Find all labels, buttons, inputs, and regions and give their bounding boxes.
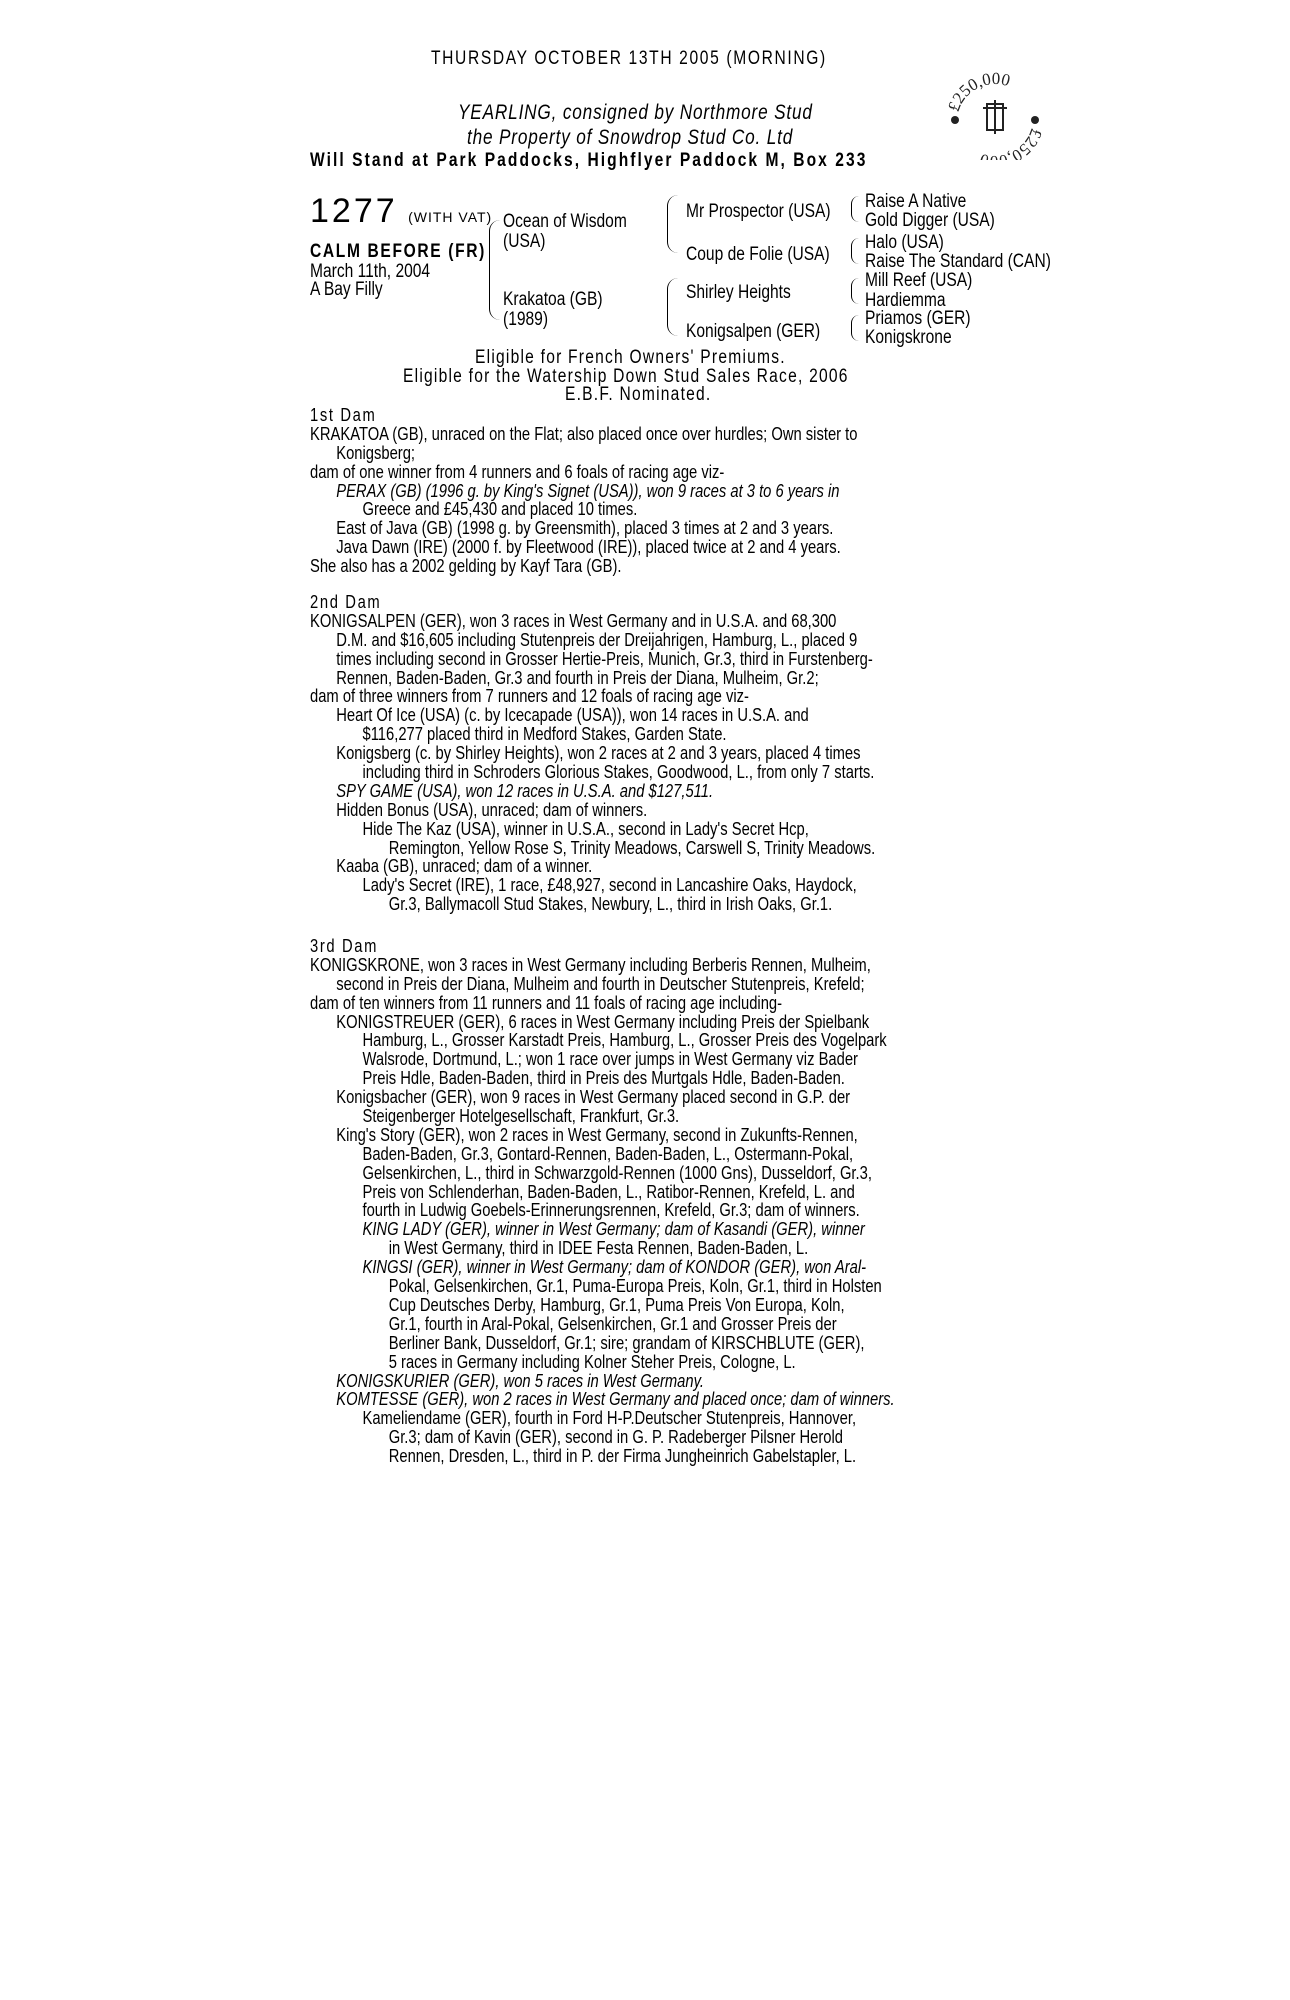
pedigree-dsd: Hardiemma: [865, 290, 946, 311]
first-dam-body: [310, 425, 941, 576]
third-dam-line: Gr.1, fourth in Aral-Pokal, Gelsenkirchen, Gr.1 and Grosser Preis der: [388, 1313, 837, 1334]
ebf-note: E.B.F. Nominated.: [565, 384, 712, 405]
second-dam-line: SPY GAME (USA), won 12 races in U.S.A. and $127,511.: [336, 780, 714, 801]
pedigree-brace-main: [489, 220, 500, 320]
third-dam-line: Cup Deutsches Derby, Hamburg, Gr.1, Puma Preis Von Europa, Koln,: [388, 1294, 845, 1315]
third-dam-line: Gelsenkirchen, L., third in Schwarzgold-Rennen (1000 Gns), Dusseldorf, Gr.3,: [362, 1162, 872, 1183]
first-dam-heading: 1st Dam: [310, 405, 377, 425]
horse-name: CALM BEFORE (FR): [310, 241, 486, 262]
pedigree-dam: [503, 290, 603, 330]
horse-description: A Bay Filly: [310, 279, 383, 300]
third-dam-line: Pokal, Gelsenkirchen, Gr.1, Puma-Europa Preis, Koln, Gr.1, third in Holsten: [388, 1276, 882, 1297]
third-dam-line: KONIGSTREUER (GER), 6 races in West Germany including Preis der Spielbank: [336, 1011, 870, 1032]
third-dam-line: KONIGSKRONE, won 3 races in West Germany including Berberis Rennen, Mulheim,: [310, 954, 871, 975]
third-dam-section: [310, 937, 1080, 1466]
third-dam-line: KONIGSKURIER (GER), won 5 races in West Germany.: [336, 1370, 704, 1391]
pedigree-dam-year: (1989): [503, 309, 549, 330]
second-dam-line: including third in Schroders Glorious Stakes, Goodwood, L., from only 7 starts.: [362, 762, 875, 783]
third-dam-line: Kameliendame (GER), fourth in Ford H-P.Deutscher Stutenpreis, Hannover,: [362, 1408, 857, 1429]
second-dam-line: Kaaba (GB), unraced; dam of a winner.: [336, 856, 593, 877]
lot-number-value: 1277: [310, 192, 398, 230]
second-dam-line: times including second in Grosser Hertie-Preis, Munich, Gr.3, third in Furstenberg-: [336, 648, 873, 669]
pedigree-brace-dd: [851, 315, 859, 341]
pedigree-sire: [503, 212, 627, 252]
pedigree-sds: Halo (USA): [865, 232, 944, 253]
vat-label: (WITH VAT): [408, 209, 493, 225]
pedigree-brace-sire: [667, 195, 678, 253]
pedigree-brace-dam: [667, 278, 678, 336]
pedigree-ssd: Gold Digger (USA): [865, 210, 995, 231]
third-dam-line: 5 races in Germany including Kolner Steher Preis, Cologne, L.: [388, 1351, 796, 1372]
pedigree-brace-ds: [851, 278, 859, 304]
third-dam-line: Rennen, Dresden, L., third in P. der Firma Jungheinrich Gabelstapler, L.: [388, 1446, 857, 1467]
second-dam-line: $116,277 placed third in Medford Stakes, Garden State.: [362, 724, 727, 745]
lot-number: [310, 192, 492, 231]
third-dam-line: Walsrode, Dortmund, L.; won 1 race over jumps in West Germany viz Bader: [362, 1049, 858, 1070]
third-dam-line: KINGSI (GER), winner in West Germany; dam of KONDOR (GER), won Aral-: [362, 1257, 867, 1278]
second-dam-line: Hidden Bonus (USA), unraced; dam of winners.: [336, 799, 648, 820]
first-dam-line: Java Dawn (IRE) (2000 f. by Fleetwood (IRE)), placed twice at 2 and 4 years.: [336, 537, 841, 558]
second-dam-line: Hide The Kaz (USA), winner in U.S.A., second in Lady's Secret Hcp,: [362, 818, 809, 839]
first-dam-line: She also has a 2002 gelding by Kayf Tara (GB).: [310, 556, 622, 577]
pedigree-sire-name: Ocean of Wisdom: [503, 211, 627, 232]
eligibility-note-2: Eligible for the Watership Down Stud Sales Race, 2006: [403, 366, 849, 387]
third-dam-line: Steigenberger Hotelgesellschaft, Frankfurt, Gr.3.: [362, 1106, 680, 1127]
pedigree-brace-ss: [851, 196, 859, 222]
third-dam-line: King's Story (GER), won 2 races in West Germany, second in Zukunfts-Rennen,: [336, 1124, 858, 1145]
pedigree-dss: Mill Reef (USA): [865, 270, 973, 291]
third-dam-line: dam of ten winners from 11 runners and 11 foals of racing age including-: [310, 992, 783, 1013]
pedigree-sire-dam: Coup de Folie (USA): [686, 244, 830, 265]
third-dam-line: Berliner Bank, Dusseldorf, Gr.1; sire; grandam of KIRSCHBLUTE (GER),: [388, 1332, 865, 1353]
stand-location-line: Will Stand at Park Paddocks, Highflyer Paddock M, Box 233: [310, 150, 868, 171]
seal-graphic: [945, 70, 1045, 160]
third-dam-line: Hamburg, L., Grosser Karstadt Preis, Hamburg, L., Grosser Preis des Vogelpark: [362, 1030, 887, 1051]
pedigree-dam-name: Krakatoa (GB): [503, 289, 603, 310]
pedigree-sire-sire: Mr Prospector (USA): [686, 201, 831, 222]
second-dam-line: Konigsberg (c. by Shirley Heights), won 2 races at 2 and 3 years, placed 4 times: [336, 743, 861, 764]
third-dam-heading: 3rd Dam: [310, 936, 379, 956]
second-dam-line: Remington, Yellow Rose S, Trinity Meadows, Carswell S, Trinity Meadows.: [388, 837, 876, 858]
third-dam-line: fourth in Ludwig Goebels-Erinnerungsrennen, Krefeld, Gr.3; dam of winners.: [362, 1200, 860, 1221]
second-dam-body: [310, 612, 941, 914]
second-dam-line: KONIGSALPEN (GER), won 3 races in West Germany and in U.S.A. and 68,300: [310, 610, 837, 631]
second-dam-line: Gr.3, Ballymacoll Stud Stakes, Newbury, L., third in Irish Oaks, Gr.1.: [388, 894, 833, 915]
third-dam-line: Gr.3; dam of Kavin (GER), second in G. P. Radeberger Pilsner Herold: [388, 1427, 843, 1448]
pedigree-ddd: Konigskrone: [865, 327, 952, 348]
third-dam-body: [310, 956, 941, 1466]
pedigree-dam-dam: Konigsalpen (GER): [686, 321, 821, 342]
pedigree-sss: Raise A Native: [865, 191, 967, 212]
first-dam-section: [310, 406, 1080, 576]
pedigree-brace-sd: [851, 238, 859, 264]
pedigree-dds: Priamos (GER): [865, 308, 971, 329]
first-dam-line: Greece and £45,430 and placed 10 times.: [362, 499, 638, 520]
third-dam-line: KING LADY (GER), winner in West Germany; dam of Kasandi (GER), winner: [362, 1219, 865, 1240]
second-dam-section: [310, 593, 1080, 914]
first-dam-line: KRAKATOA (GB), unraced on the Flat; also placed once over hurdles; Own sister to: [310, 423, 858, 444]
third-dam-line: second in Preis der Diana, Mulheim and fourth in Deutscher Stutenpreis, Krefeld;: [336, 973, 865, 994]
pedigree-sdd: Raise The Standard (CAN): [865, 251, 1051, 272]
pedigree-sire-origin: (USA): [503, 231, 546, 252]
first-dam-line: Konigsberg;: [336, 442, 416, 463]
eligibility-note-1: Eligible for French Owners' Premiums.: [475, 347, 786, 368]
third-dam-line: in West Germany, third in IDEE Festa Rennen, Baden-Baden, L.: [388, 1238, 809, 1259]
third-dam-line: Konigsbacher (GER), won 9 races in West Germany placed second in G.P. der: [336, 1087, 851, 1108]
third-dam-line: Preis von Schlenderhan, Baden-Baden, L., Ratibor-Rennen, Krefeld, L. and: [362, 1181, 855, 1202]
svg-text:£250,000: £250,: [1005, 126, 1045, 160]
second-dam-line: D.M. and $16,605 including Stutenpreis der Dreijahrigen, Hamburg, L., placed 9: [336, 629, 858, 650]
price-seal-logo: [945, 70, 1045, 160]
second-dam-heading: 2nd Dam: [310, 592, 382, 612]
second-dam-line: Heart Of Ice (USA) (c. by Icecapade (USA)), won 14 races in U.S.A. and: [336, 705, 809, 726]
first-dam-line: East of Java (GB) (1998 g. by Greensmith), placed 3 times at 2 and 3 years.: [336, 518, 834, 539]
second-dam-line: Rennen, Baden-Baden, Gr.3 and fourth in Preis der Diana, Mulheim, Gr.2;: [336, 667, 819, 688]
third-dam-line: KOMTESSE (GER), won 2 races in West Germany and placed once; dam of winners.: [336, 1389, 895, 1410]
property-line: the Property of Snowdrop Stud Co. Ltd: [467, 126, 794, 149]
first-dam-line: PERAX (GB) (1996 g. by King's Signet (USA)), won 9 races at 3 to 6 years in: [336, 480, 840, 501]
pedigree-dam-sire: Shirley Heights: [686, 282, 791, 303]
second-dam-line: Lady's Secret (IRE), 1 race, £48,927, second in Lancashire Oaks, Haydock,: [362, 875, 857, 896]
third-dam-line: Preis Hdle, Baden-Baden, third in Preis des Murtgals Hdle, Baden-Baden.: [362, 1068, 845, 1089]
second-dam-line: dam of three winners from 7 runners and 12 foals of racing age viz-: [310, 686, 749, 707]
consignor-line: YEARLING, consigned by Northmore Stud: [458, 101, 813, 124]
sale-date-heading: THURSDAY OCTOBER 13TH 2005 (MORNING): [431, 48, 827, 69]
third-dam-line: Baden-Baden, Gr.3, Gontard-Rennen, Baden-Baden, L., Ostermann-Pokal,: [362, 1143, 854, 1164]
foaling-date: March 11th, 2004: [310, 261, 431, 282]
svg-text:£250,000: £250,000: [945, 70, 1013, 114]
first-dam-line: dam of one winner from 4 runners and 6 foals of racing age viz-: [310, 461, 725, 482]
